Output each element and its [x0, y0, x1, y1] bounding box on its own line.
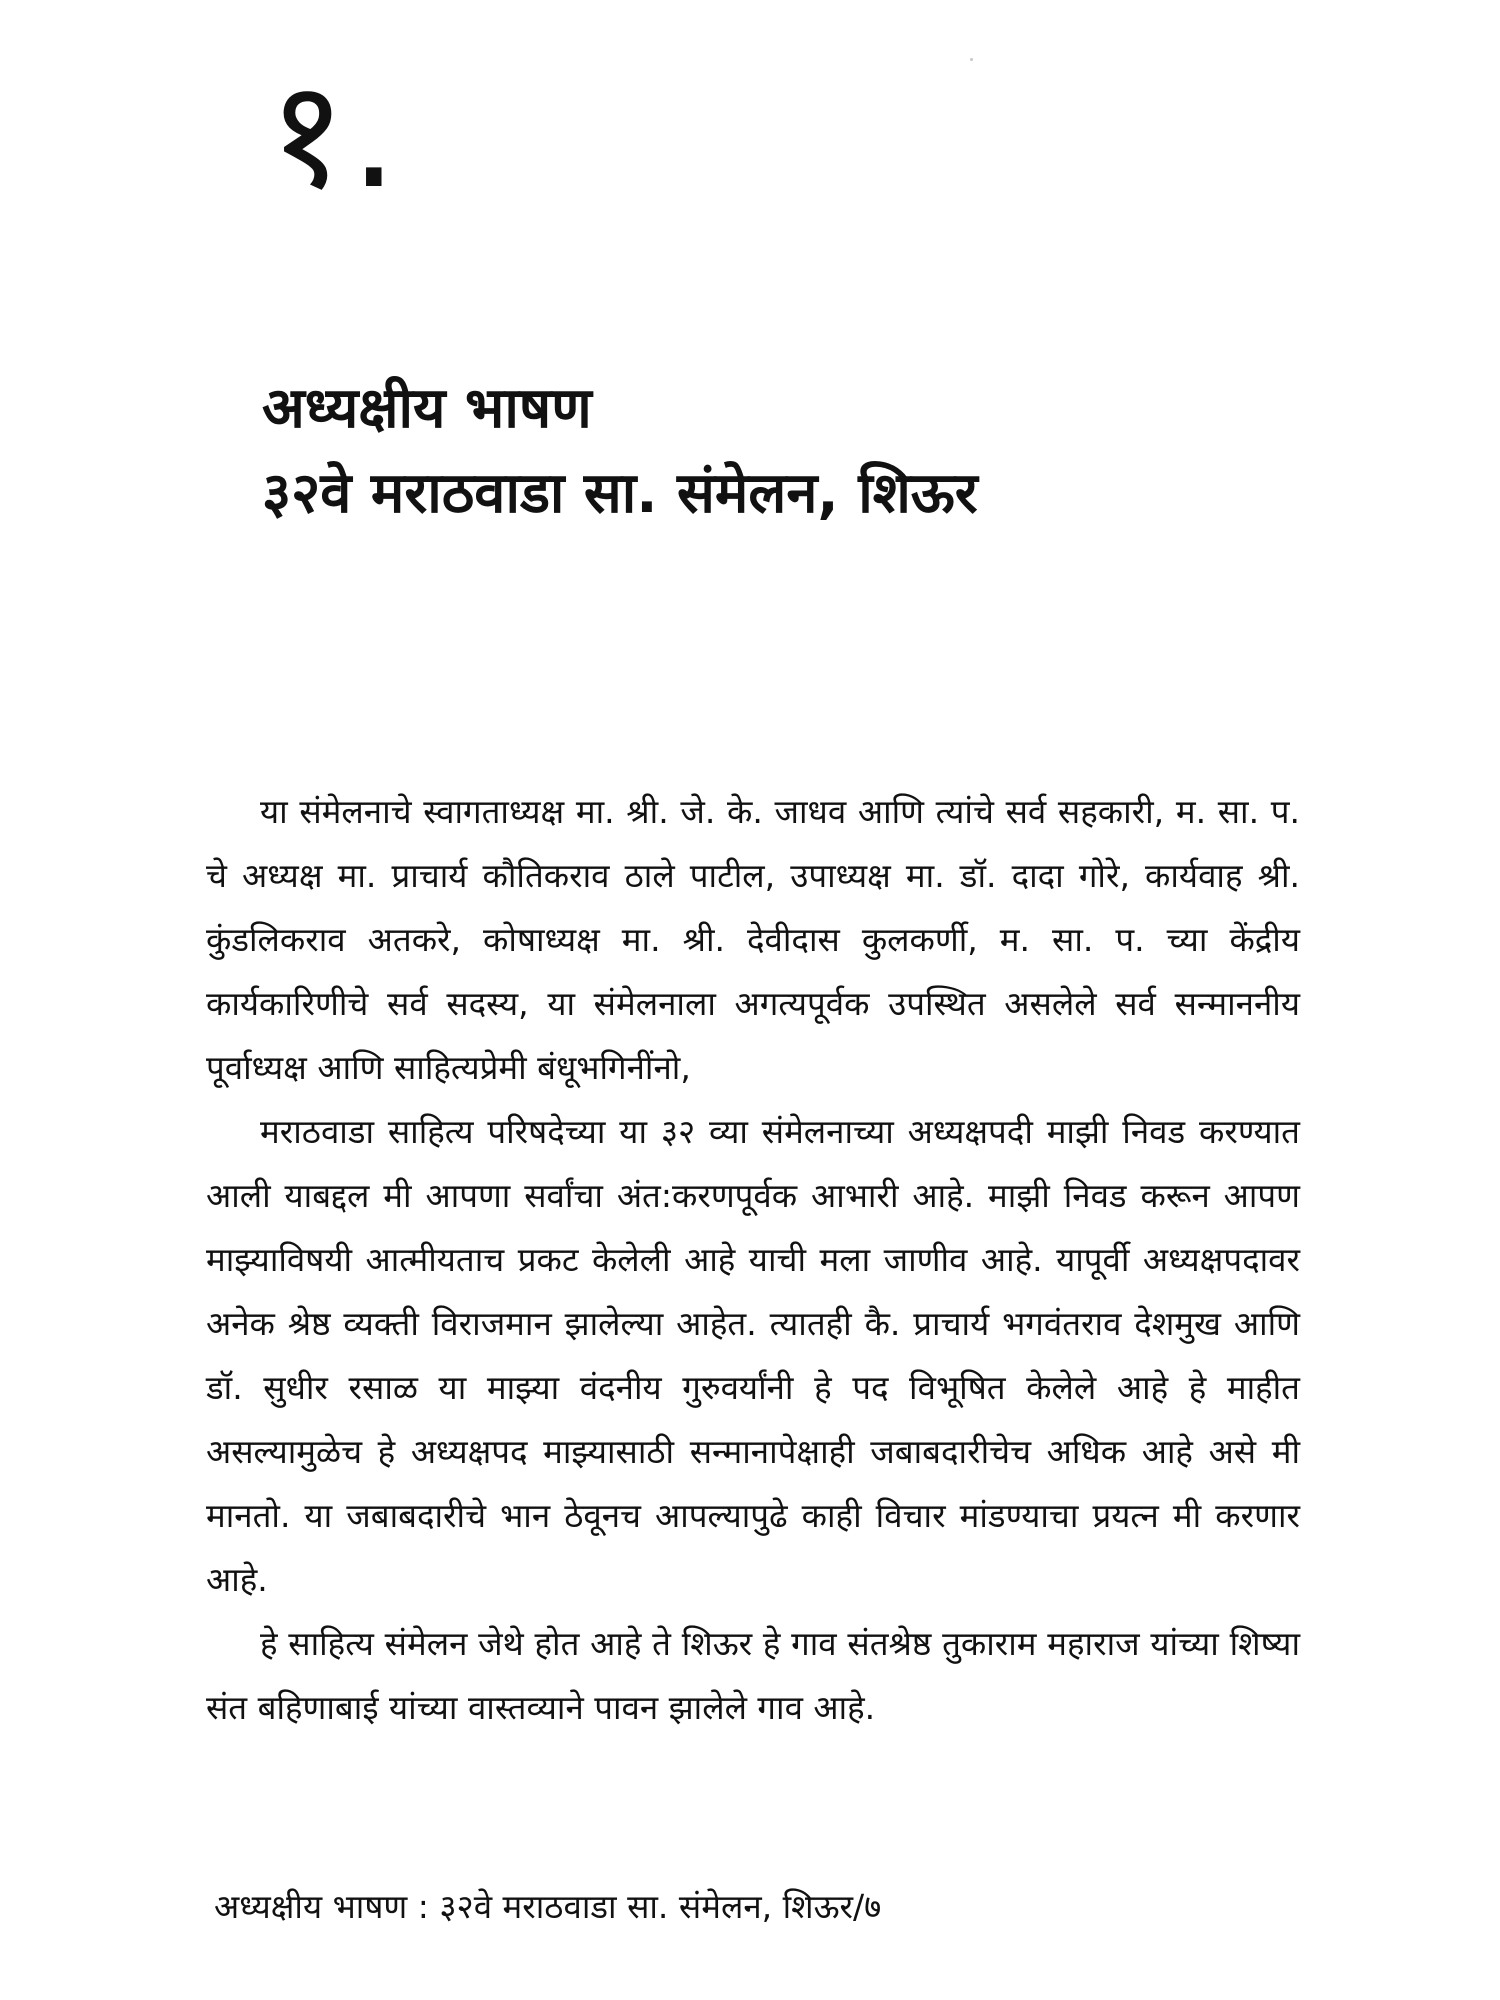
paragraph-venue: हे साहित्य संमेलन जेथे होत आहे ते शिऊर हे गाव संतश्रेष्ठ तुकाराम महाराज यांच्या शिष्या संत बहिणाबाई यांच्या वास्तव्याने पावन झालेले गाव आहे. — [206, 1624, 1300, 1727]
chapter-heading — [262, 368, 1362, 534]
paragraph-greeting: या संमेलनाचे स्वागताध्यक्ष मा. श्री. जे. के. जाधव आणि त्यांचे सर्व सहकारी, म. सा. प. चे अध्यक्ष मा. प्राचार्य कौतिकराव ठाले पाटील, उपाध्यक्ष मा. डॉ. दादा गोरे, कार्यवाह श्री. कुंडलिकराव अतकरे, कोषाध्यक्ष मा. श्री. देवीदास कुलकर्णी, म. सा. प. च्या केंद्रीय कार्यकारिणीचे सर्व सदस्य, या संमेलनाला अगत्यपूर्वक उपस्थित असलेले सर्व सन्माननीय पूर्वाध्यक्ष आणि साहित्यप्रेमी बंधूभगिनींनो, — [206, 792, 1300, 1087]
running-footer: अध्यक्षीय भाषण : ३२वे मराठवाडा सा. संमेलन, शिऊर/७ — [214, 1887, 882, 1926]
heading-title: अध्यक्षीय भाषण — [262, 376, 592, 441]
scan-speck — [970, 58, 973, 61]
body-text — [206, 780, 1300, 1740]
chapter-number: १. — [268, 48, 402, 222]
heading-subtitle: ३२वे मराठवाडा सा. संमेलन, शिऊर — [262, 461, 978, 527]
paragraph-gratitude: मराठवाडा साहित्य परिषदेच्या या ३२ व्या संमेलनाच्या अध्यक्षपदी माझी निवड करण्यात आली याबद्दल मी आपणा सर्वांचा अंत:करणपूर्वक आभारी आहे. माझी निवड करून आपण माझ्याविषयी आत्मीयताच प्रकट केलेली आहे याची मला जाणीव आहे. यापूर्वी अध्यक्षपदावर अनेक श्रेष्ठ व्यक्ती विराजमान झालेल्या आहेत. त्यातही कै. प्राचार्य भगवंतराव देशमुख आणि डॉ. सुधीर रसाळ या माझ्या वंदनीय गुरुवर्यांनी हे पद विभूषित केलेले आहे हे माहीत असल्यामुळेच हे अध्यक्षपद माझ्यासाठी सन्मानापेक्षाही जबाबदारीचेच अधिक आहे असे मी मानतो. या जबाबदारीचे भान ठेवूनच आपल्यापुढे काही विचार मांडण्याचा प्रयत्न मी करणार आहे. — [206, 1112, 1300, 1599]
